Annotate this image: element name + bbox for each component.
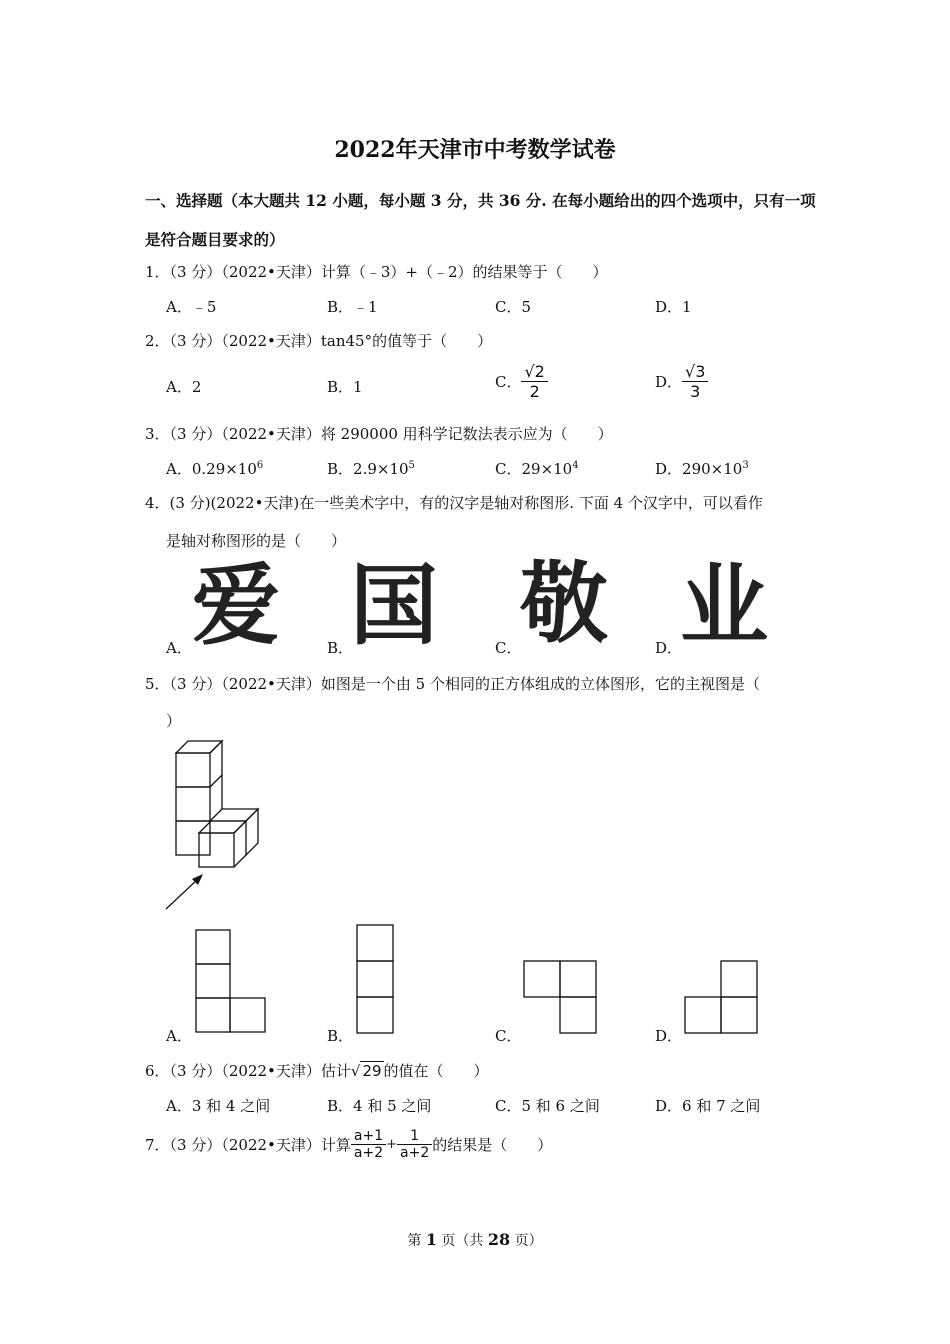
question-5-stem-line1: 5．（3 分）（2022•天津）如图是一个由 5 个相同的正方体组成的立体图形，它的主视图是（ [145,675,760,693]
q7-stem-post: 的结果是（ ） [432,1136,553,1154]
q3-b-base: B．2.9×10 [327,460,409,478]
q3-d-base: D．290×10 [655,460,743,478]
footer-pre: 第 [407,1233,426,1249]
q4-option-c-label: C． [495,639,522,657]
q1-option-b: B．﹣1 [327,298,378,316]
q5-option-c-label: C． [495,1027,522,1045]
q7-fraction-2 [397,1128,432,1161]
q3-a-base: A．0.29×10 [166,460,257,478]
question-4-stem-line2: 是轴对称图形的是（ ） [166,532,347,550]
q2-c-numerator: √2 [521,362,547,382]
q1-option-a: A．﹣5 [166,298,217,316]
page-footer [0,1230,950,1250]
q4-char-a: 爱 [192,554,281,657]
q7-stem-pre: 7．（3 分）（2022•天津）计算 [145,1136,351,1154]
q4-char-b: 国 [350,554,439,657]
q4-char-c: 敬 [520,552,609,655]
q7-f2-denominator: a+2 [400,1145,430,1161]
question-6-stem [145,1060,489,1081]
q7-fraction-1 [351,1128,386,1161]
footer-total-pages: 28 [487,1230,511,1249]
q5-option-a-label: A． [166,1027,192,1045]
q6-radicand: 29 [362,1062,382,1080]
question-7-stem [145,1128,552,1161]
q2-option-a: A．2 [166,378,202,396]
question-2-stem: 2．（3 分）（2022•天津）tan45°的值等于（ ） [145,332,493,350]
q6-stem-pre: 6．（3 分）（2022•天津）估计 [145,1062,351,1080]
q7-plus: + [386,1137,398,1152]
question-1-stem: 1．（3 分）（2022•天津）计算（﹣3）+（﹣2）的结果等于（ ） [145,263,608,281]
q3-a-exponent: 6 [256,460,264,471]
q2-c-denominator: 2 [529,382,540,401]
q5-option-d-label: D． [655,1027,683,1045]
q2-d-denominator: 3 [690,382,701,401]
q3-c-base: C．29×10 [495,460,573,478]
q7-f1-numerator: a+1 [351,1128,386,1145]
q6-option-b: B．4 和 5 之间 [327,1097,432,1115]
question-5-stem-line2: ） [166,712,182,730]
q1-option-c: C．5 [495,298,532,316]
q2-option-c-label: C． [495,373,522,391]
footer-post: 页） [510,1233,543,1249]
section-heading-line1: 一、选择题（本大题共 12 小题，每小题 3 分，共 36 分. 在每小题给出的四个选项中，只有一项 [145,191,816,210]
q3-b-exponent: 5 [408,460,415,471]
q2-option-b: B．1 [327,378,363,396]
q6-option-c: C．5 和 6 之间 [495,1097,600,1115]
q2-d-numerator: √3 [682,362,708,382]
footer-page-number: 1 [425,1230,437,1249]
q4-char-d: 业 [680,554,769,657]
q4-option-d-label: D． [655,639,683,657]
q6-stem-post: 的值在（ ） [383,1062,489,1080]
page-title: 2022年天津市中考数学试卷 [334,137,616,163]
section-heading-line2: 是符合题目要求的） [145,230,285,249]
sqrt-icon: √ [350,1062,361,1080]
q6-option-d: D．6 和 7 之间 [655,1097,761,1115]
q7-f2-numerator: 1 [397,1128,432,1145]
question-4-stem-line1: 4．(3 分)(2022•天津)在一些美术字中，有的汉字是轴对称图形. 下面 4 个汉字中，可以看作 [145,494,763,512]
q4-option-a-label: A． [166,639,192,657]
q7-f1-denominator: a+2 [353,1145,384,1161]
question-3-stem: 3．（3 分）（2022•天津）将 290000 用科学记数法表示应为（ ） [145,425,613,443]
q5-option-b-label: B． [327,1027,354,1045]
q1-option-d: D．1 [655,298,692,316]
q3-c-exponent: 4 [572,460,579,471]
q3-d-exponent: 3 [742,460,749,471]
footer-mid: 页（共 [436,1233,488,1249]
q2-option-d-label: D． [655,373,683,391]
q4-option-b-label: B． [327,639,354,657]
q6-option-a: A．3 和 4 之间 [166,1097,271,1115]
